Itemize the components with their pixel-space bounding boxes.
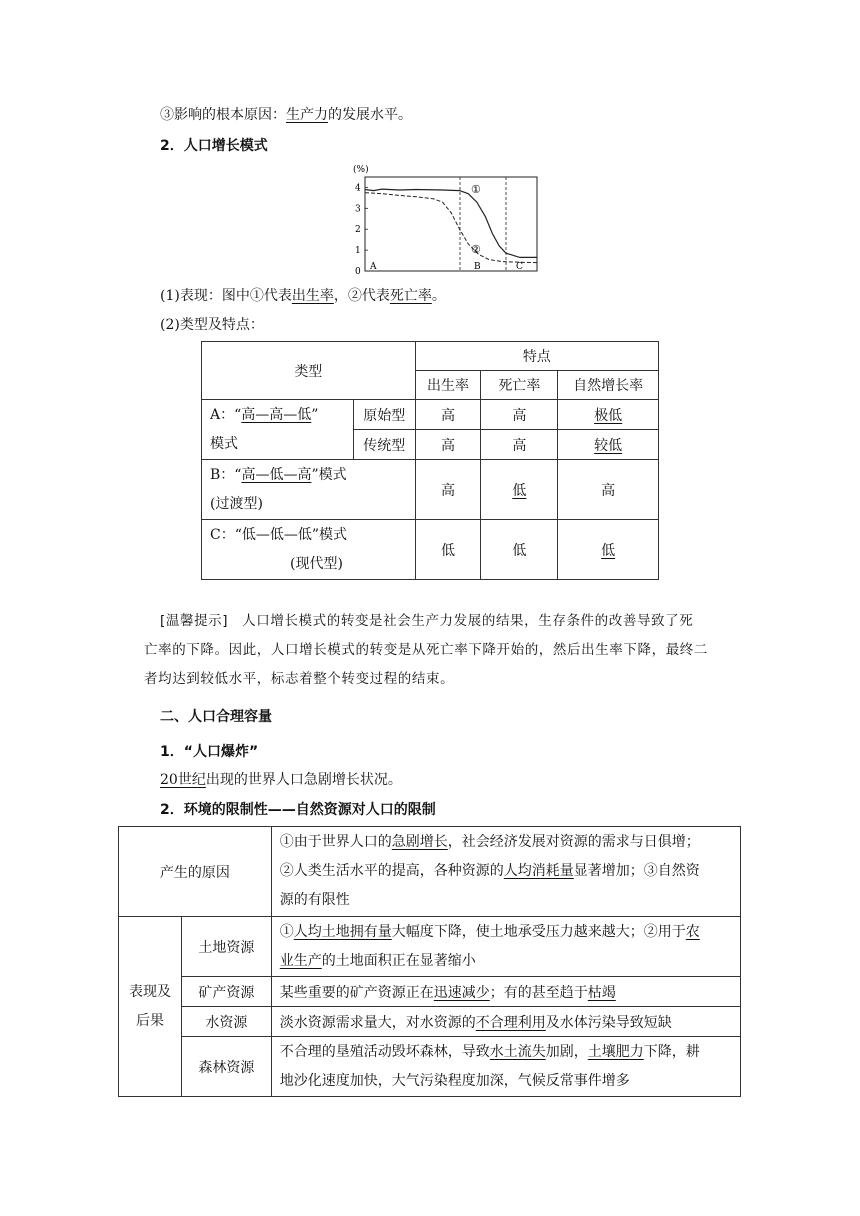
types-heading: (2)类型及特点：	[160, 317, 264, 333]
mineral-label: 矿产资源	[181, 977, 271, 1007]
series-birth-rate-line	[365, 189, 537, 257]
c-birth: 低	[415, 520, 481, 580]
forest-content	[271, 1037, 740, 1097]
land-content	[271, 917, 740, 977]
header-death-rate: 死亡率	[481, 371, 558, 400]
y-tick-label: 1	[355, 246, 361, 257]
expression-line	[160, 285, 446, 305]
explosion-heading: 1．“人口爆炸”	[160, 744, 259, 760]
a1-natural-answer: 极低	[594, 407, 623, 424]
forest-l1-pre: 不合理的垦殖活动毁坏森林，导致	[279, 1043, 490, 1060]
land-l1-answer-2: 农	[685, 923, 700, 940]
forest-l2: 地沙化速度加快，大气污染程度加深，气候反常事件增多	[279, 1072, 630, 1089]
type-b-label	[202, 460, 416, 520]
explosion-text	[160, 769, 402, 789]
effect-label-line2: 后果	[135, 1012, 164, 1029]
b-death	[481, 460, 558, 520]
c-death: 低	[481, 520, 558, 580]
y-tick-label: 0	[355, 267, 361, 275]
water-post: 及水体污染导致短缺	[545, 1014, 672, 1031]
expression-mid: ，②代表	[333, 288, 390, 304]
land-l2-answer: 业生产	[279, 952, 322, 969]
effect-label	[119, 917, 182, 1097]
land-label: 土地资源	[181, 917, 271, 977]
water-content	[271, 1007, 740, 1037]
b-natural: 高	[558, 460, 659, 520]
forest-l1-mid: 加剧，	[545, 1043, 588, 1060]
land-l1-pre: ①	[279, 923, 294, 940]
explosion-answer: 20世纪	[160, 772, 206, 788]
type-a-label	[202, 400, 354, 460]
y-tick-label: 2	[355, 225, 361, 236]
cause-l2-post: 显著增加；③自然资	[573, 863, 700, 879]
tip-line-3: 者均达到较低水平，标志着整个转变过程的结束。	[144, 671, 455, 687]
a2-natural	[558, 430, 659, 460]
c-natural	[558, 520, 659, 580]
type-c-line1: C：“低—低—低”模式	[210, 526, 348, 543]
expression-prefix: (1)表现：图中①代表	[160, 288, 292, 304]
a1-natural	[558, 400, 659, 430]
mineral-mid: ；有的甚至趋于	[489, 984, 588, 1001]
header-natural-rate: 自然增长率	[558, 371, 659, 400]
type-c-line2: (现代型)	[290, 555, 343, 572]
y-tick-label: 3	[355, 204, 361, 215]
land-l1-mid: 大幅度下降，使土地承受压力越来越大；②用于	[391, 923, 686, 940]
mineral-answer-1: 迅速减少	[433, 984, 490, 1001]
type-b-answer: 高—低—高	[241, 466, 312, 483]
a1-death: 高	[481, 400, 558, 430]
land-l1-answer: 人均土地拥有量	[293, 923, 392, 940]
type-a-line2: 模式	[210, 435, 238, 452]
b-death-answer: 低	[512, 482, 527, 499]
section-2-heading: 二、人口合理容量	[160, 709, 272, 725]
header-birth-rate: 出生率	[415, 371, 481, 400]
mineral-answer-2: 枯竭	[587, 984, 616, 1001]
expression-suffix: 。	[431, 288, 446, 304]
forest-l1-answer-2: 土壤肥力	[587, 1043, 644, 1060]
tip-line-1: 人口增长模式的转变是社会生产力发展的结果，生存条件的改善导致了死	[242, 613, 694, 629]
series-label-1: ①	[471, 183, 481, 196]
environment-heading: 2．环境的限制性——自然资源对人口的限制	[160, 802, 436, 818]
a2-birth: 高	[415, 430, 481, 460]
c-natural-answer: 低	[601, 542, 616, 559]
a1-birth: 高	[415, 400, 481, 430]
effect-label-line1: 表现及	[128, 983, 171, 1000]
a2-death: 高	[481, 430, 558, 460]
y-tick-label: 4	[355, 183, 361, 194]
cause-l2-pre: ②人类生活水平的提高，各种资源的	[279, 863, 504, 879]
cause-l2-answer: 人均消耗量	[503, 863, 574, 879]
cause-l1-answer: 急剧增长	[391, 834, 448, 850]
type-a-prefix: A：“	[210, 406, 242, 423]
chart-plot-area	[365, 177, 537, 271]
mineral-content	[271, 977, 740, 1007]
mineral-pre: 某些重要的矿产资源正在	[279, 984, 434, 1001]
tip-line-2: 亡率的下降。因此，人口增长模式的转变是从死亡率下降开始的，然后出生率下降，最终二	[144, 642, 708, 658]
root-cause-prefix: ③影响的根本原因：	[160, 107, 286, 123]
resource-limit-table	[118, 826, 741, 1097]
b-birth: 高	[415, 460, 481, 520]
type-b-prefix: B：“	[210, 466, 242, 483]
stage-label-b: B	[474, 262, 481, 272]
cause-l1-post: ，社会经济发展对资源的需求与日俱增；	[447, 834, 700, 850]
stage-label-c: C	[516, 262, 523, 272]
population-growth-chart	[343, 160, 543, 275]
series-label-2: ②	[471, 243, 481, 256]
expression-answer-1: 出生率	[291, 288, 334, 304]
forest-l1-answer-1: 水土流失	[489, 1043, 546, 1060]
growth-model-heading: 2．人口增长模式	[160, 138, 268, 154]
type-a-traditional: 传统型	[353, 430, 415, 460]
root-cause-suffix: 的发展水平。	[328, 107, 412, 123]
root-cause-line	[160, 104, 412, 124]
cause-content	[271, 827, 740, 917]
type-a-answer: 高—高—低	[241, 406, 312, 423]
explosion-suffix: 出现的世界人口急剧增长状况。	[205, 772, 402, 788]
forest-label: 森林资源	[181, 1037, 271, 1097]
growth-model-table	[201, 341, 659, 580]
water-pre: 淡水资源需求量大，对水资源的	[279, 1014, 476, 1031]
a2-natural-answer: 较低	[594, 437, 623, 454]
water-answer: 不合理利用	[475, 1014, 546, 1031]
forest-l1-post: 下降，耕	[643, 1043, 700, 1060]
type-b-suffix: ”模式	[311, 466, 347, 483]
land-l2-post: 的土地面积正在显著缩小	[321, 952, 476, 969]
cause-l1-pre: ①由于世界人口的	[279, 834, 392, 850]
type-b-line2: (过渡型)	[210, 495, 263, 512]
header-feature: 特点	[415, 342, 658, 371]
series-death-rate-line	[365, 193, 537, 263]
water-label: 水资源	[181, 1007, 271, 1037]
type-a-suffix: ”	[311, 406, 319, 423]
header-type: 类型	[202, 342, 416, 400]
stage-label-a: A	[370, 262, 377, 272]
root-cause-answer: 生产力	[286, 107, 328, 123]
cause-label: 产生的原因	[119, 827, 272, 917]
tip-paragraph	[144, 607, 708, 694]
chart-ylabel: (%)	[353, 165, 369, 175]
tip-label: [温馨提示]	[160, 613, 229, 629]
type-a-primitive: 原始型	[353, 400, 415, 430]
cause-l3: 源的有限性	[279, 892, 350, 908]
expression-answer-2: 死亡率	[389, 288, 432, 304]
type-c-label	[202, 520, 416, 580]
